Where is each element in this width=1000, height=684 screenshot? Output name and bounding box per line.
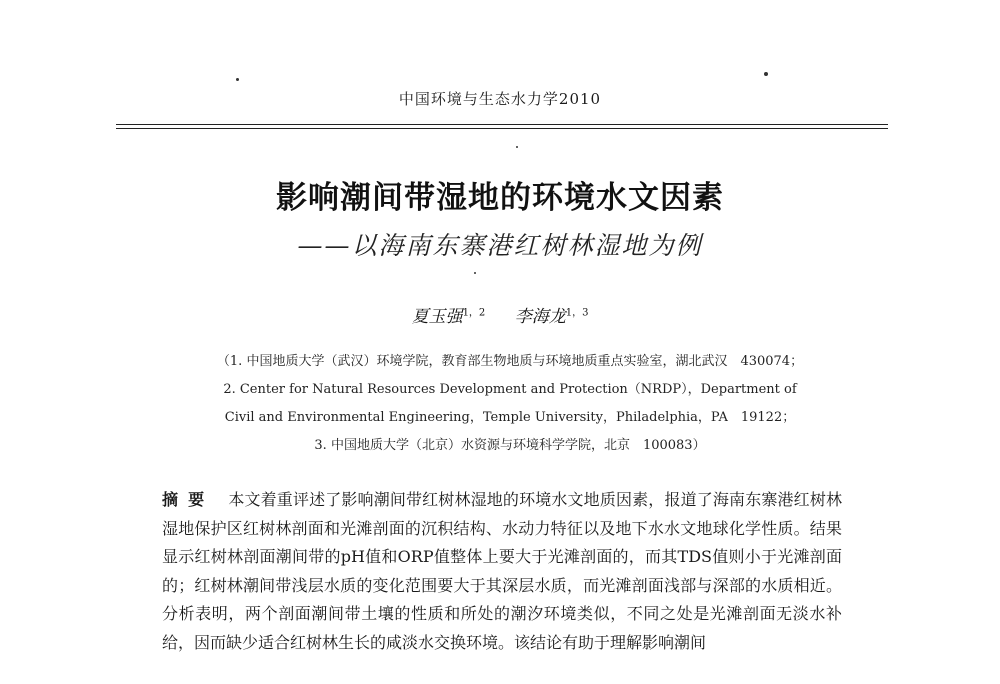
author-name: 夏玉强 bbox=[411, 307, 463, 327]
author-affiliation-mark: 1，2 bbox=[462, 307, 486, 319]
journal-header: 中国环境与生态水力学2010 bbox=[398, 90, 602, 108]
author-affiliation-mark: 1，3 bbox=[565, 307, 589, 319]
article-title: 影响潮间带湿地的环境水文因素 bbox=[276, 180, 724, 216]
header-rule-double bbox=[116, 128, 888, 129]
scan-speck bbox=[764, 72, 768, 76]
abstract-label: 摘要 bbox=[162, 490, 215, 509]
article-subtitle: ——以海南东寨港红树林湿地为例 bbox=[297, 231, 703, 260]
scan-speck bbox=[236, 78, 239, 81]
author-name: 李海龙 bbox=[514, 307, 566, 327]
author-list bbox=[0, 302, 1000, 327]
header-rule bbox=[116, 124, 888, 125]
scan-speck bbox=[474, 272, 476, 274]
affiliation-line: 2. Center for Natural Resources Development and Protection（NRDP），Department of bbox=[223, 382, 797, 397]
abstract bbox=[162, 486, 842, 657]
affiliation-line: 3. 中国地质大学（北京）水资源与环境科学学院，北京 100083） bbox=[314, 438, 706, 453]
author bbox=[515, 307, 589, 327]
scan-speck bbox=[516, 146, 518, 148]
affiliation-block bbox=[140, 348, 880, 460]
author bbox=[412, 307, 486, 327]
affiliation-line: Civil and Environmental Engineering，Temple University，Philadelphia，PA 19122； bbox=[224, 410, 796, 425]
affiliation-line: （1. 中国地质大学（武汉）环境学院，教育部生物地质与环境地质重点实验室，湖北武汉 430074； bbox=[216, 354, 804, 369]
abstract-text: 本文着重评述了影响潮间带红树林湿地的环境水文地质因素，报道了海南东寨港红树林湿地保护区红树林剖面和光滩剖面的沉积结构、水动力特征以及地下水水文地球化学性质。结果显示红树林剖面潮间带的pH值和ORP值整体上要大于光滩剖面的，而其TDS值则小于光滩剖面的；红树林潮间带浅层水质的变化范围要大于其深层水质，而光滩剖面浅部与深部的水质相近。分析表明，两个剖面潮间带土壤的性质和所处的潮汐环境类似，不同之处是光滩剖面无淡水补给，因而缺少适合红树林生长的咸淡水交换环境。该结论有助于理解影响潮间 bbox=[162, 490, 842, 652]
